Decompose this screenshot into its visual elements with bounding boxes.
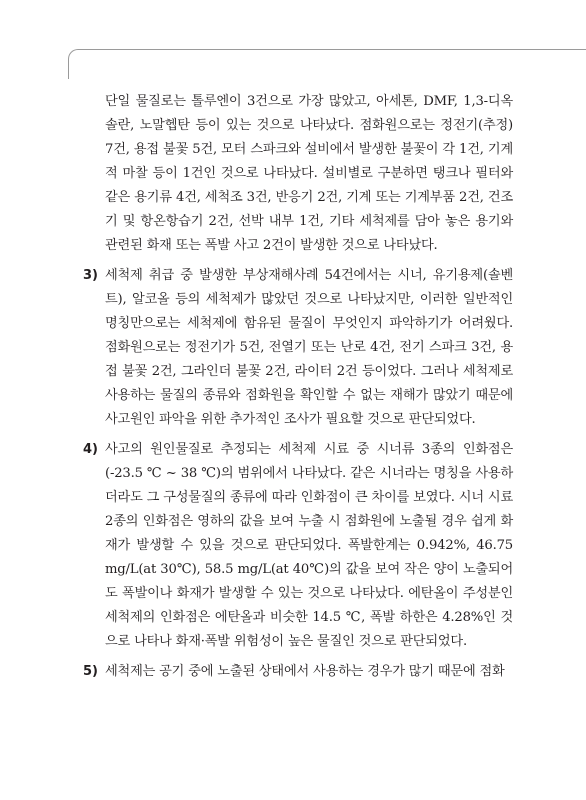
list-item-5: [83, 660, 513, 684]
list-number: 3): [83, 268, 98, 283]
list-text: 사고의 원인물질로 추정되는 세척제 시료 중 시너류 3종의 인화점은 (-23.5 ℃ ~ 38 ℃)의 범위에서 나타났다. 같은 시너라는 명칭을 사용하더라도 그 구성물질의 종류에 따라 인화점이 큰 차이를 보였다. 시너 시료 2종의 인화점은 영하의 값을 보여 누출 시 점화원에 노출될 경우 쉽게 화재가 발생할 수 있을 것으로 판단되었다. 폭발한계는 0.942%, 46.75 mg/L(at 30℃), 58.5 mg/L(at 40℃)의 값을 보여 작은 양이 노출되어도 폭발이나 화재가 발생할 수 있는 것으로 나타났다. 에탄올이 주성분인 세척제의 인화점은 에탄올과 비슷한 14.5 ℃, 폭발 하한은 4.28%인 것으로 나타나 화재·폭발 위험성이 높은 물질인 것으로 판단되었다.: [105, 442, 513, 649]
list-number: 5): [83, 664, 98, 679]
list-item-3: [83, 264, 513, 432]
list-number: 4): [83, 442, 98, 457]
page-frame-line: [68, 49, 586, 79]
continuation-paragraph: 단일 물질로는 톨루엔이 3건으로 가장 많았고, 아세톤, DMF, 1,3-디옥솔란, 노말헵탄 등이 있는 것으로 나타났다. 점화원으로는 정전기(추정) 7건, 용접 불꽃 5건, 모터 스파크와 설비에서 발생한 불꽃이 각 1건, 기계적 마찰 등이 1건인 것으로 나타났다. 설비별로 구분하면 탱크나 필터와 같은 용기류 4건, 세척조 3건, 반응기 2건, 기계 또는 기계부품 2건, 건조기 및 항온항습기 2건, 선박 내부 1건, 기타 세척제를 담아 놓은 용기와 관련된 화재 또는 폭발 사고 2건이 발생한 것으로 나타났다.: [105, 94, 513, 253]
document-body: [0, 90, 586, 684]
list-item-4: [83, 438, 513, 654]
list-text: 세척제 취급 중 발생한 부상재해사례 54건에서는 시너, 유기용제(솔벤트), 알코올 등의 세척제가 많았던 것으로 나타났지만, 이러한 일반적인 명칭만으로는 세척제에 함유된 물질이 무엇인지 파악하기가 어려웠다. 점화원으로는 정전기가 5건, 전열기 또는 난로 4건, 전기 스파크 3건, 용접 불꽃 2건, 그라인더 불꽃 2건, 라이터 2건 등이었다. 그러나 세척제로 사용하는 물질의 종류와 점화원을 확인할 수 없는 재해가 많았기 때문에 사고원인 파악을 위한 추가적인 조사가 필요할 것으로 판단되었다.: [105, 268, 513, 427]
list-text: 세척제는 공기 중에 노출된 상태에서 사용하는 경우가 많기 때문에 점화: [105, 664, 505, 679]
